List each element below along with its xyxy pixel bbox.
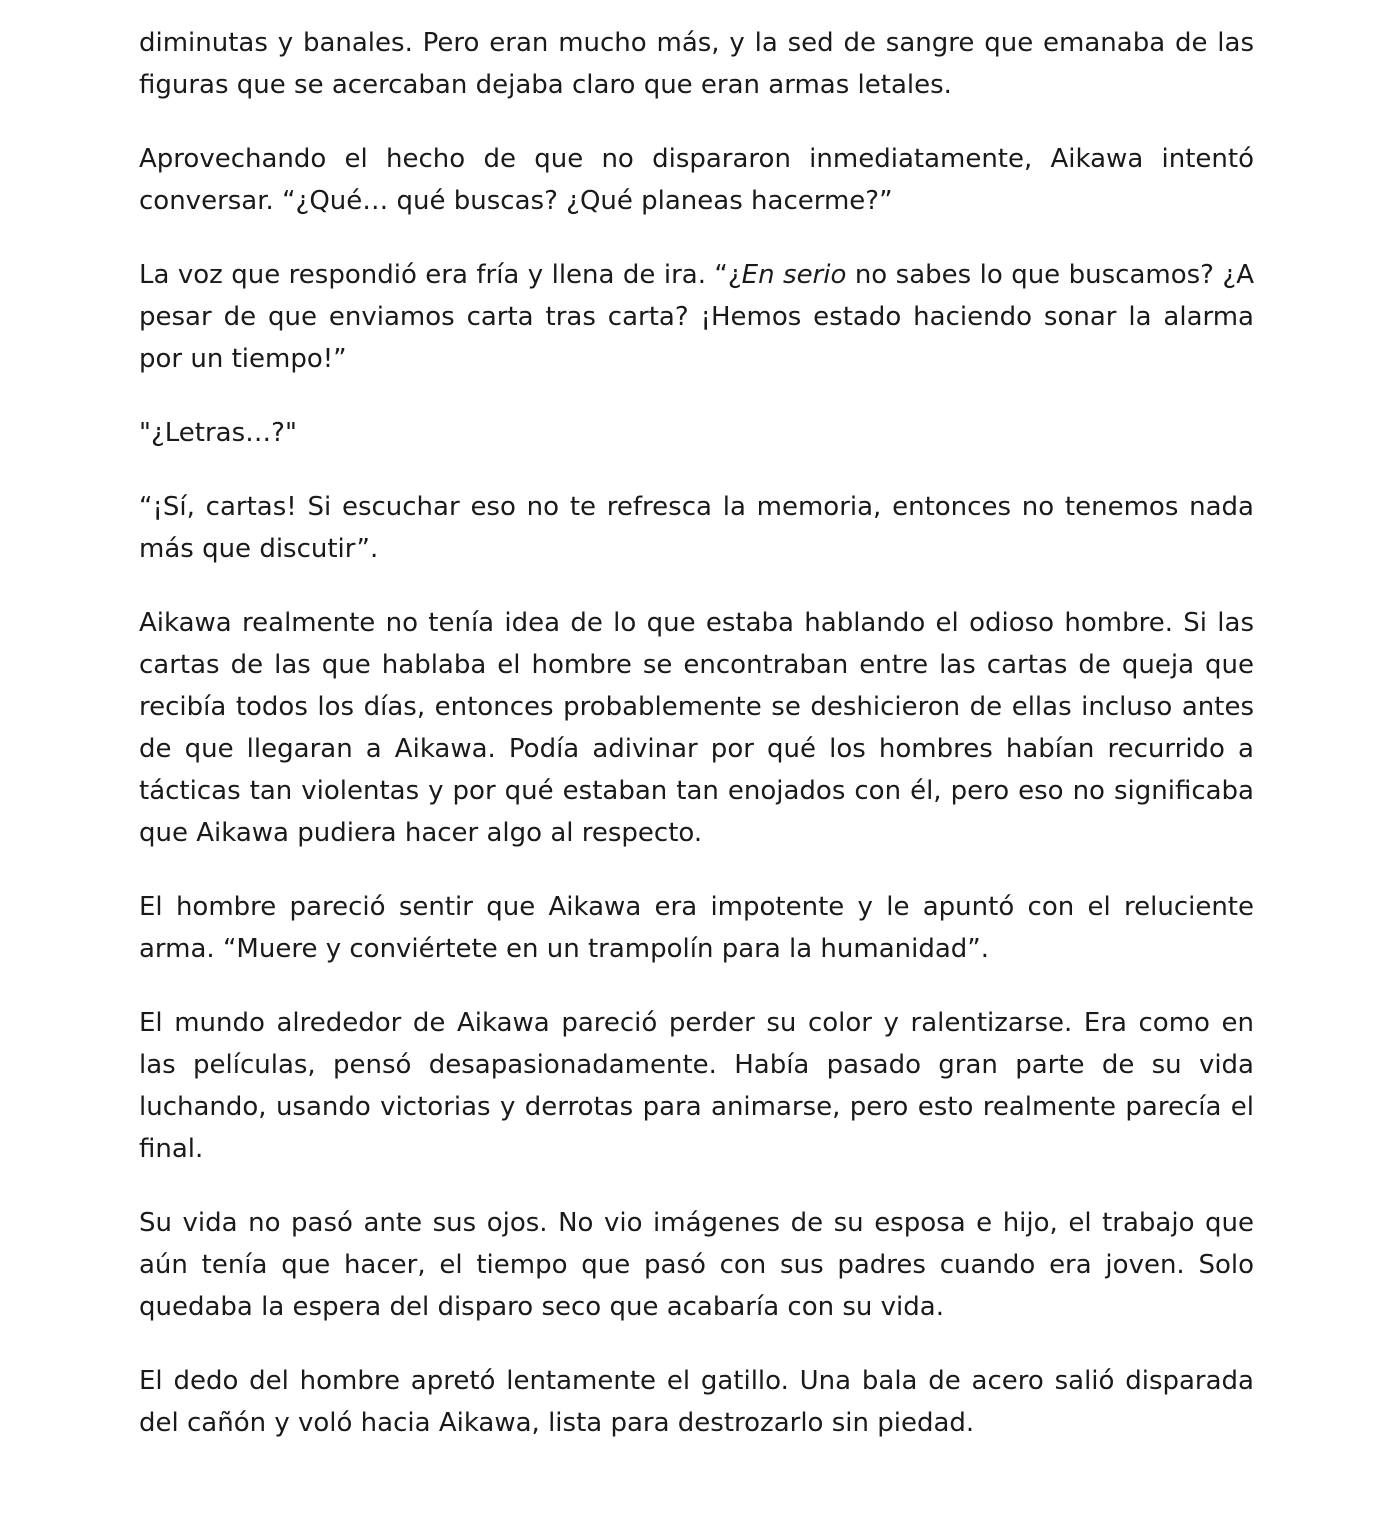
document-page xyxy=(139,22,1254,1476)
paragraph-3-emphasis: En serio xyxy=(741,260,847,290)
paragraph-1: diminutas y banales. Pero eran mucho más, y la sed de sangre que emanaba de las figuras que se acercaban dejaba claro que eran armas letales. xyxy=(139,28,1254,100)
paragraph-3-after: no sabes lo que buscamos? ¿A pesar de que enviamos carta tras carta? ¡Hemos estado haciendo sonar la alarma por un tiempo!” xyxy=(139,260,1254,374)
paragraph-5: “¡Sí, cartas! Si escuchar eso no te refresca la memoria, entonces no tenemos nada más que discutir”. xyxy=(139,492,1254,564)
paragraph-3 xyxy=(139,254,1254,380)
paragraph-8: El mundo alrededor de Aikawa pareció perder su color y ralentizarse. Era como en las películas, pensó desapasionadamente. Había pasado gran parte de su vida luchando, usando victorias y derrotas para animarse, pero esto realmente parecía el final. xyxy=(139,1008,1254,1164)
paragraph-2: Aprovechando el hecho de que no dispararon inmediatamente, Aikawa intentó conversar. “¿Qué… qué buscas? ¿Qué planeas hacerme?” xyxy=(139,144,1254,216)
paragraph-3-before: La voz que respondió era fría y llena de ira. “¿ xyxy=(139,260,742,290)
paragraph-7: El hombre pareció sentir que Aikawa era impotente y le apuntó con el reluciente arma. “Muere y conviértete en un trampolín para la humanidad”. xyxy=(139,892,1254,964)
paragraph-9: Su vida no pasó ante sus ojos. No vio imágenes de su esposa e hijo, el trabajo que aún tenía que hacer, el tiempo que pasó con sus padres cuando era joven. Solo quedaba la espera del disparo seco que acabaría con su vida. xyxy=(139,1208,1254,1322)
paragraph-4: "¿Letras…?" xyxy=(139,418,297,448)
paragraph-10: El dedo del hombre apretó lentamente el gatillo. Una bala de acero salió disparada del cañón y voló hacia Aikawa, lista para destrozarlo sin piedad. xyxy=(139,1366,1254,1438)
paragraph-6: Aikawa realmente no tenía idea de lo que estaba hablando el odioso hombre. Si las cartas de las que hablaba el hombre se encontraban entre las cartas de queja que recibía todos los días, entonces probablemente se deshicieron de ellas incluso antes de que llegaran a Aikawa. Podía adivinar por qué los hombres habían recurrido a tácticas tan violentas y por qué estaban tan enojados con él, pero eso no significaba que Aikawa pudiera hacer algo al respecto. xyxy=(139,608,1254,848)
